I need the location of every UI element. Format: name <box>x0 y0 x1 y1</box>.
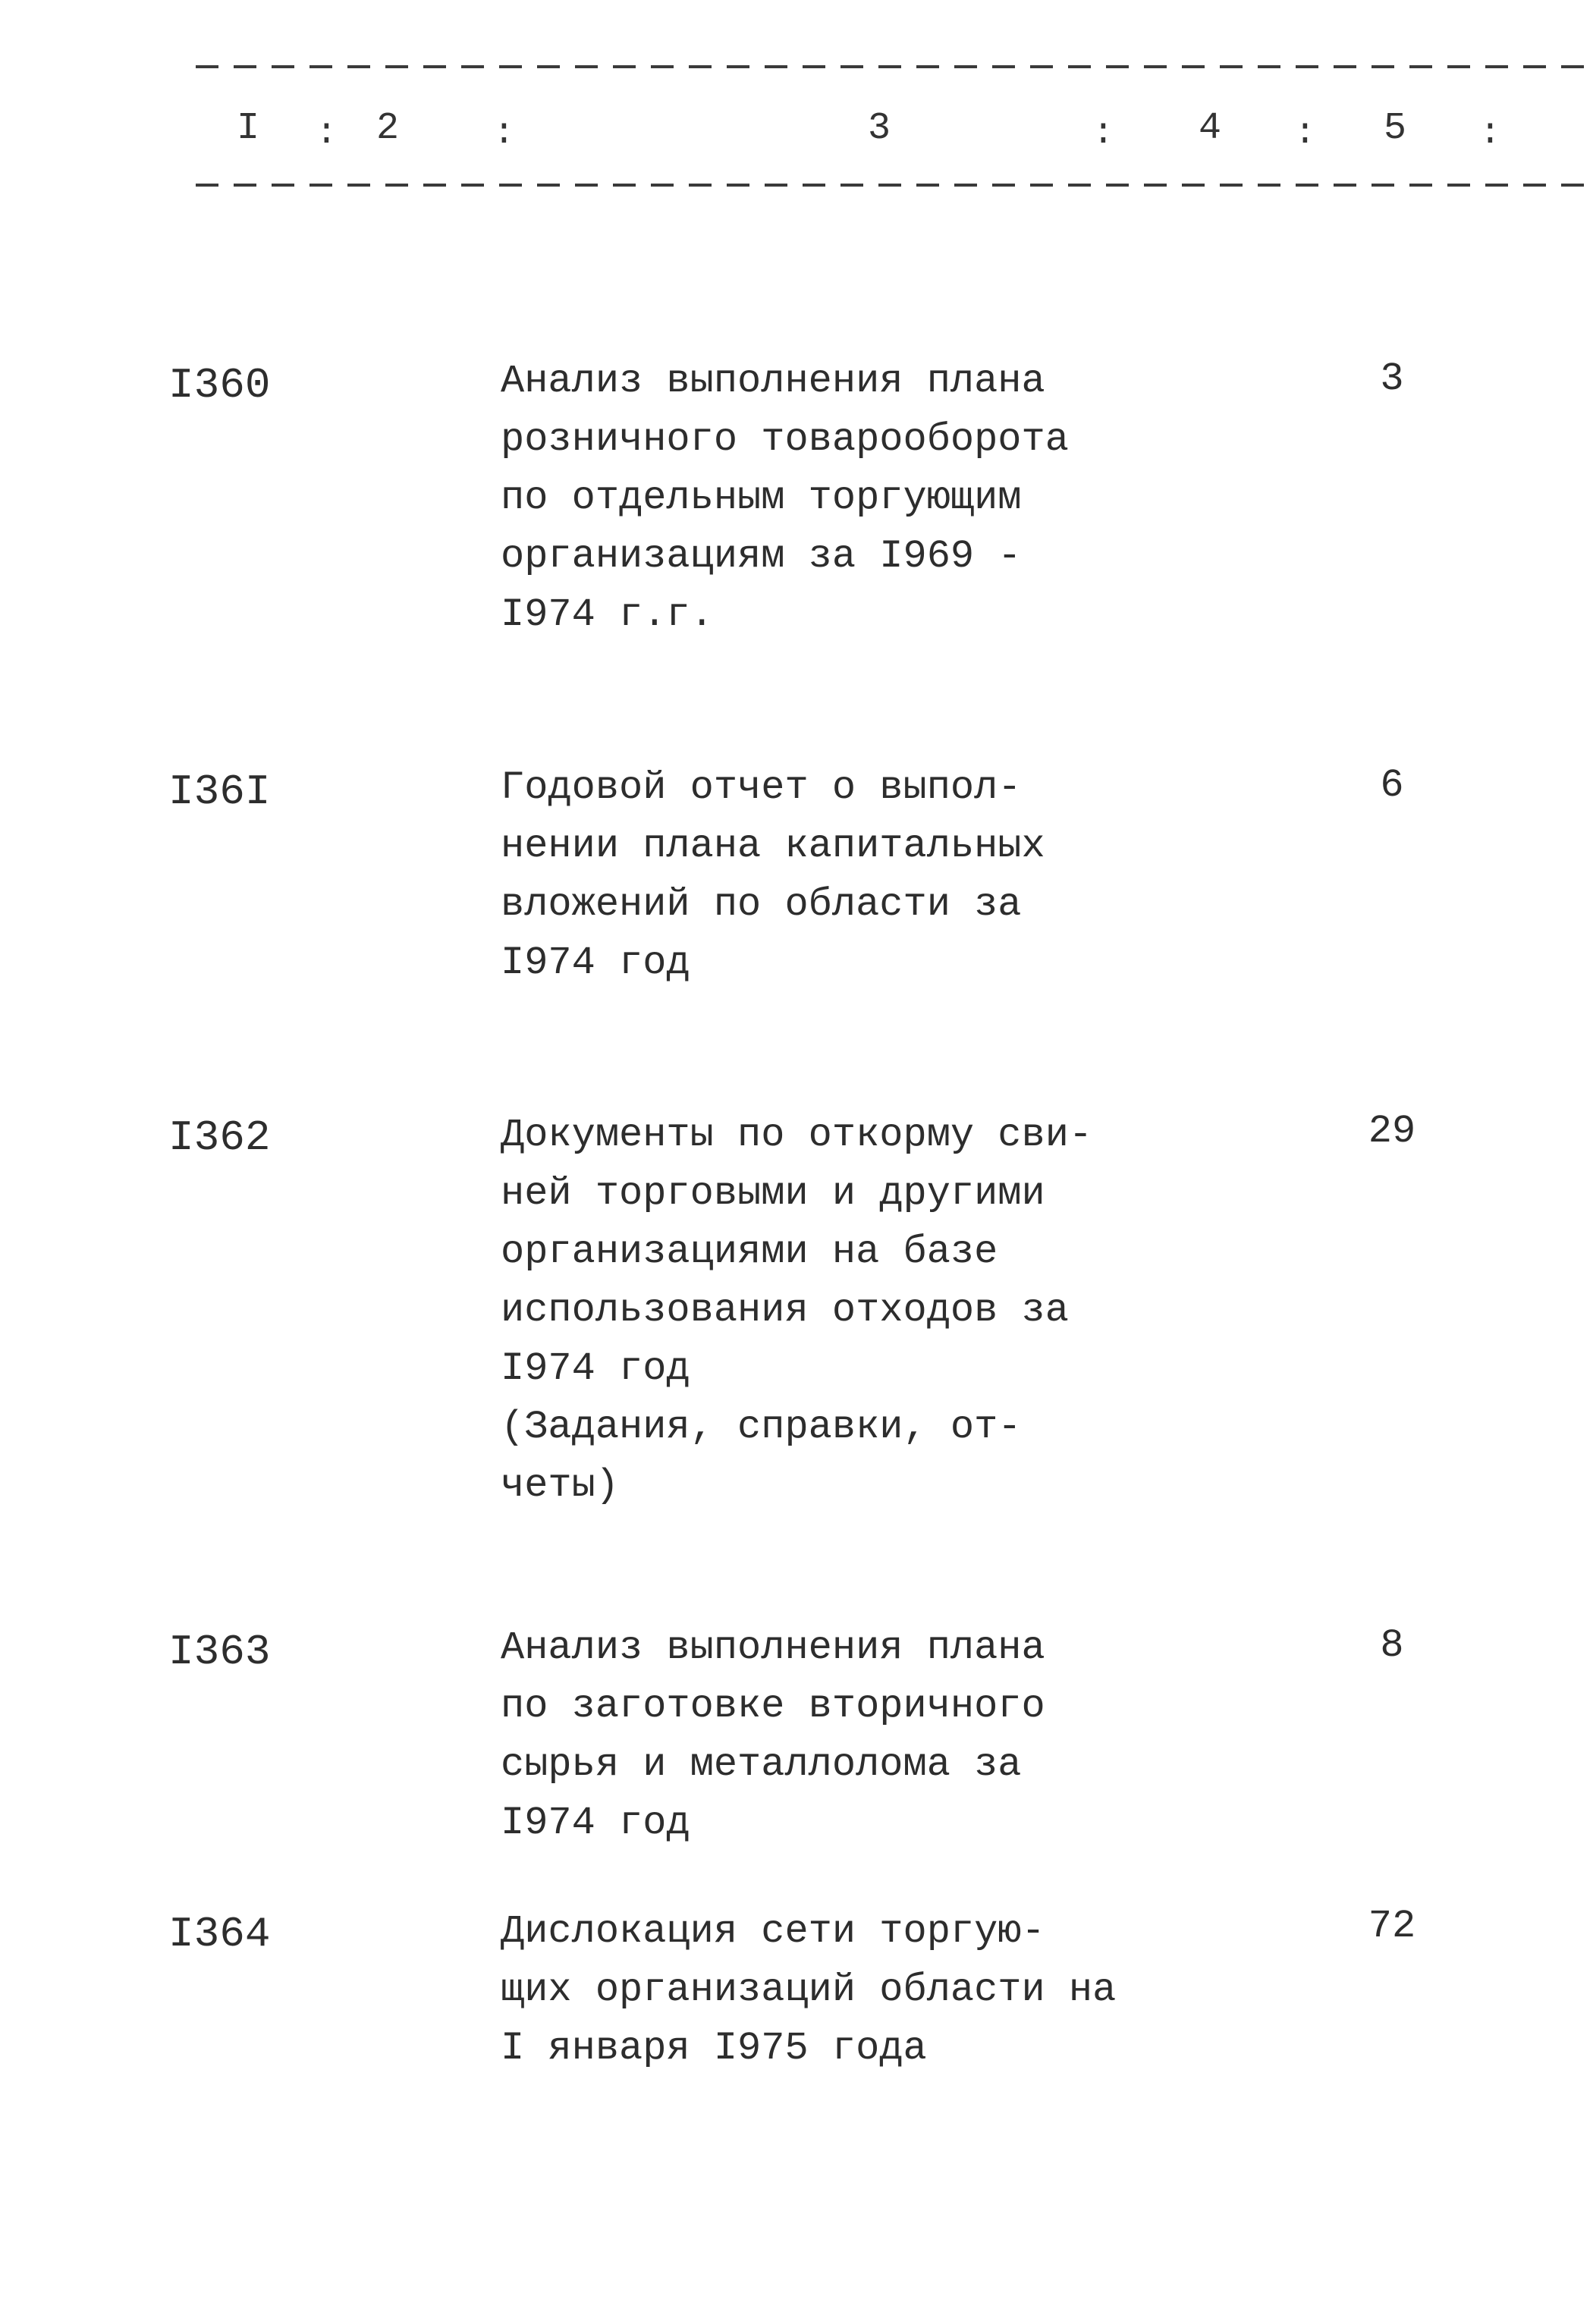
entry-sheet-count: 3 <box>1380 356 1404 401</box>
column-separator: : <box>1479 113 1501 154</box>
column-separator: : <box>316 113 338 154</box>
entry-title: Годовой отчет о выпол- нении плана капитальных вложений по области за I974 год <box>501 765 1045 985</box>
entry-number: I360 <box>168 361 271 410</box>
entry-number: I362 <box>168 1113 271 1162</box>
column-header-1: I <box>237 107 260 150</box>
entry-title: Анализ выполнения плана по заготовке вторичного сырья и металлолома за I974 год <box>501 1625 1045 1845</box>
column-separator: : <box>1294 113 1316 154</box>
header-bottom-rule <box>196 184 1593 187</box>
entry-number: I36I <box>168 768 271 816</box>
entry-number: I363 <box>168 1628 271 1676</box>
header-top-rule <box>196 65 1593 68</box>
column-header-5: 5 <box>1384 107 1407 150</box>
column-header-3: 3 <box>868 107 891 150</box>
entry-sheet-count: 72 <box>1368 1904 1416 1949</box>
entry-title: Документы по откорму сви- ней торговыми и другими организациями на базе использования отходов за I974 год (Задания, справки, от- четы) <box>501 1113 1093 1508</box>
entry-number: I364 <box>168 1910 271 1958</box>
entry-sheet-count: 6 <box>1380 763 1404 808</box>
column-separator: : <box>493 113 515 154</box>
entry-title: Дислокация сети торгую- щих организаций области на I января I975 года <box>501 1909 1117 2071</box>
column-separator: : <box>1092 113 1114 154</box>
entry-title: Анализ выполнения плана розничного товарооборота по отдельным торгующим организациям за I969 - I974 г.г. <box>501 359 1069 637</box>
column-header-2: 2 <box>376 107 400 150</box>
column-header-4: 4 <box>1199 107 1222 150</box>
entry-sheet-count: 29 <box>1368 1109 1416 1154</box>
entry-sheet-count: 8 <box>1380 1623 1404 1668</box>
